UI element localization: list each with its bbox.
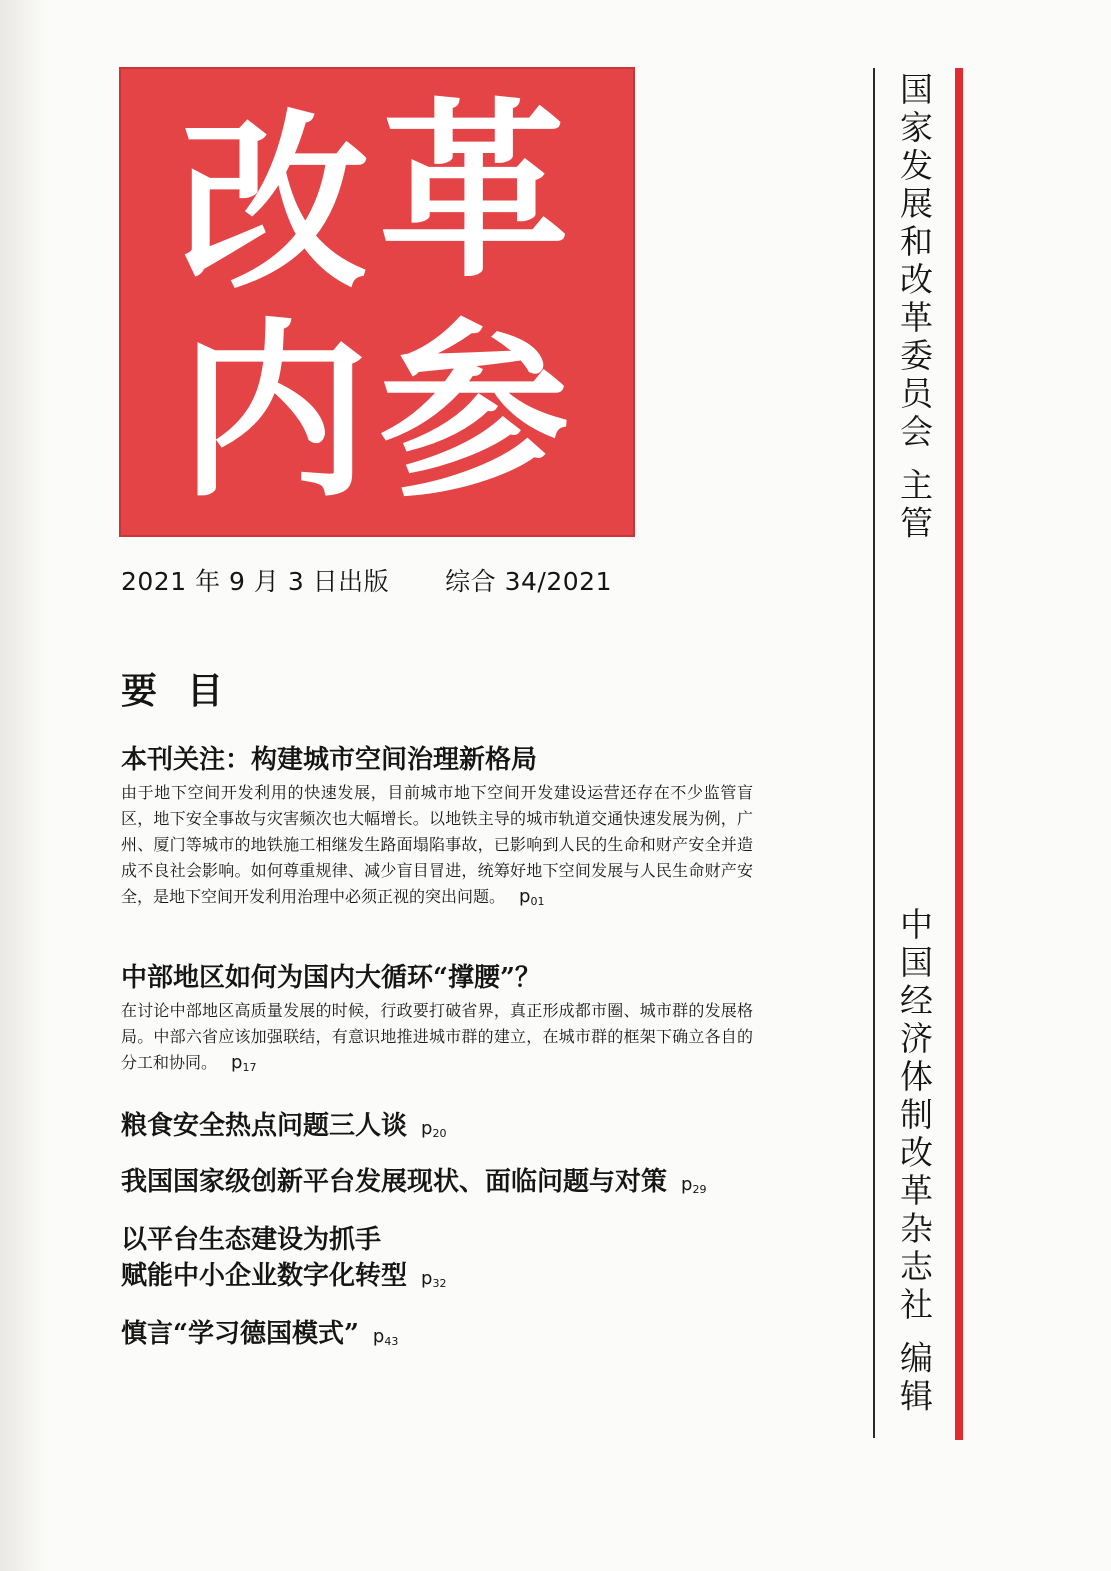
page-number: $p_{32}$ (421, 1268, 447, 1290)
toc-item[interactable] (121, 1222, 753, 1302)
masthead-char: 内 (179, 300, 370, 523)
page-number: $p_{01}$ (519, 886, 545, 908)
masthead-char: 革 (379, 80, 570, 303)
supervisor-label: 国家发展和改革委员会 主管 (895, 72, 934, 544)
publication-line (121, 562, 612, 598)
toc-item[interactable] (121, 742, 753, 915)
toc-item-title: 中部地区如何为国内大循环“撑腰”？ (121, 963, 541, 993)
red-rule (955, 68, 963, 1440)
toc-item-title-line: 以平台生态建设为抓手 (121, 1225, 382, 1255)
divider-rule (873, 68, 875, 1438)
toc-item-title: 粮食安全热点问题三人谈 $p_{20}$ (121, 1111, 447, 1141)
masthead-box (119, 67, 635, 537)
page-number: $p_{20}$ (421, 1118, 447, 1140)
editor-label: 中国经济体制改革杂志社 编辑 (895, 907, 934, 1417)
toc-item[interactable] (121, 1108, 753, 1152)
page-number: $p_{17}$ (231, 1052, 257, 1074)
publication-date: 2021 年 9 月 3 日出版 (121, 567, 390, 596)
page-number: $p_{43}$ (372, 1326, 399, 1348)
toc-item-summary: 由于地下空间开发利用的快速发展，目前城市地下空间开发建设运营还存在不少监管盲区，地下安全事故与灾害频次也大幅增长。以地铁主导的城市轨道交通快速发展为例，广州、厦门等城市的地铁施工相继发生路面塌陷事故，已影响到人民的生命和财产安全并造成不良社会影响。如何尊重规律、减少盲目冒进，统筹好地下空间发展与人民生命财产安全，是地下空间开发利用治理中必须正视的突出问题。 $p_{01}$ (121, 783, 753, 908)
toc-item-title: 慎言“学习德国模式” $p_{43}$ (121, 1319, 399, 1349)
toc-item-summary: 在讨论中部地区高质量发展的时候，行政要打破省界，真正形成都市圈、城市群的发展格局。中部六省应该加强联结，有意识地推进城市群的建立，在城市群的框架下确立各自的分工和协同。 $p_{17}$ (121, 1001, 753, 1074)
toc-item[interactable] (121, 960, 753, 1081)
toc-item-title: 我国国家级创新平台发展现状、面临问题与对策 $p_{29}$ (121, 1167, 707, 1197)
issue-number: 综合 34/2021 (445, 567, 612, 596)
masthead-char: 改 (179, 92, 370, 315)
toc-item-title: 本刊关注：构建城市空间治理新格局 (121, 745, 538, 775)
toc-item[interactable] (121, 1316, 753, 1360)
masthead-char: 参 (379, 300, 570, 523)
toc-heading: 要目 (121, 671, 254, 712)
toc-item[interactable] (121, 1164, 753, 1208)
page-edge-shadow (0, 0, 48, 1571)
page-number: $p_{29}$ (681, 1174, 707, 1196)
toc-item-title-line: 赋能中小企业数字化转型 $p_{32}$ (121, 1261, 447, 1291)
